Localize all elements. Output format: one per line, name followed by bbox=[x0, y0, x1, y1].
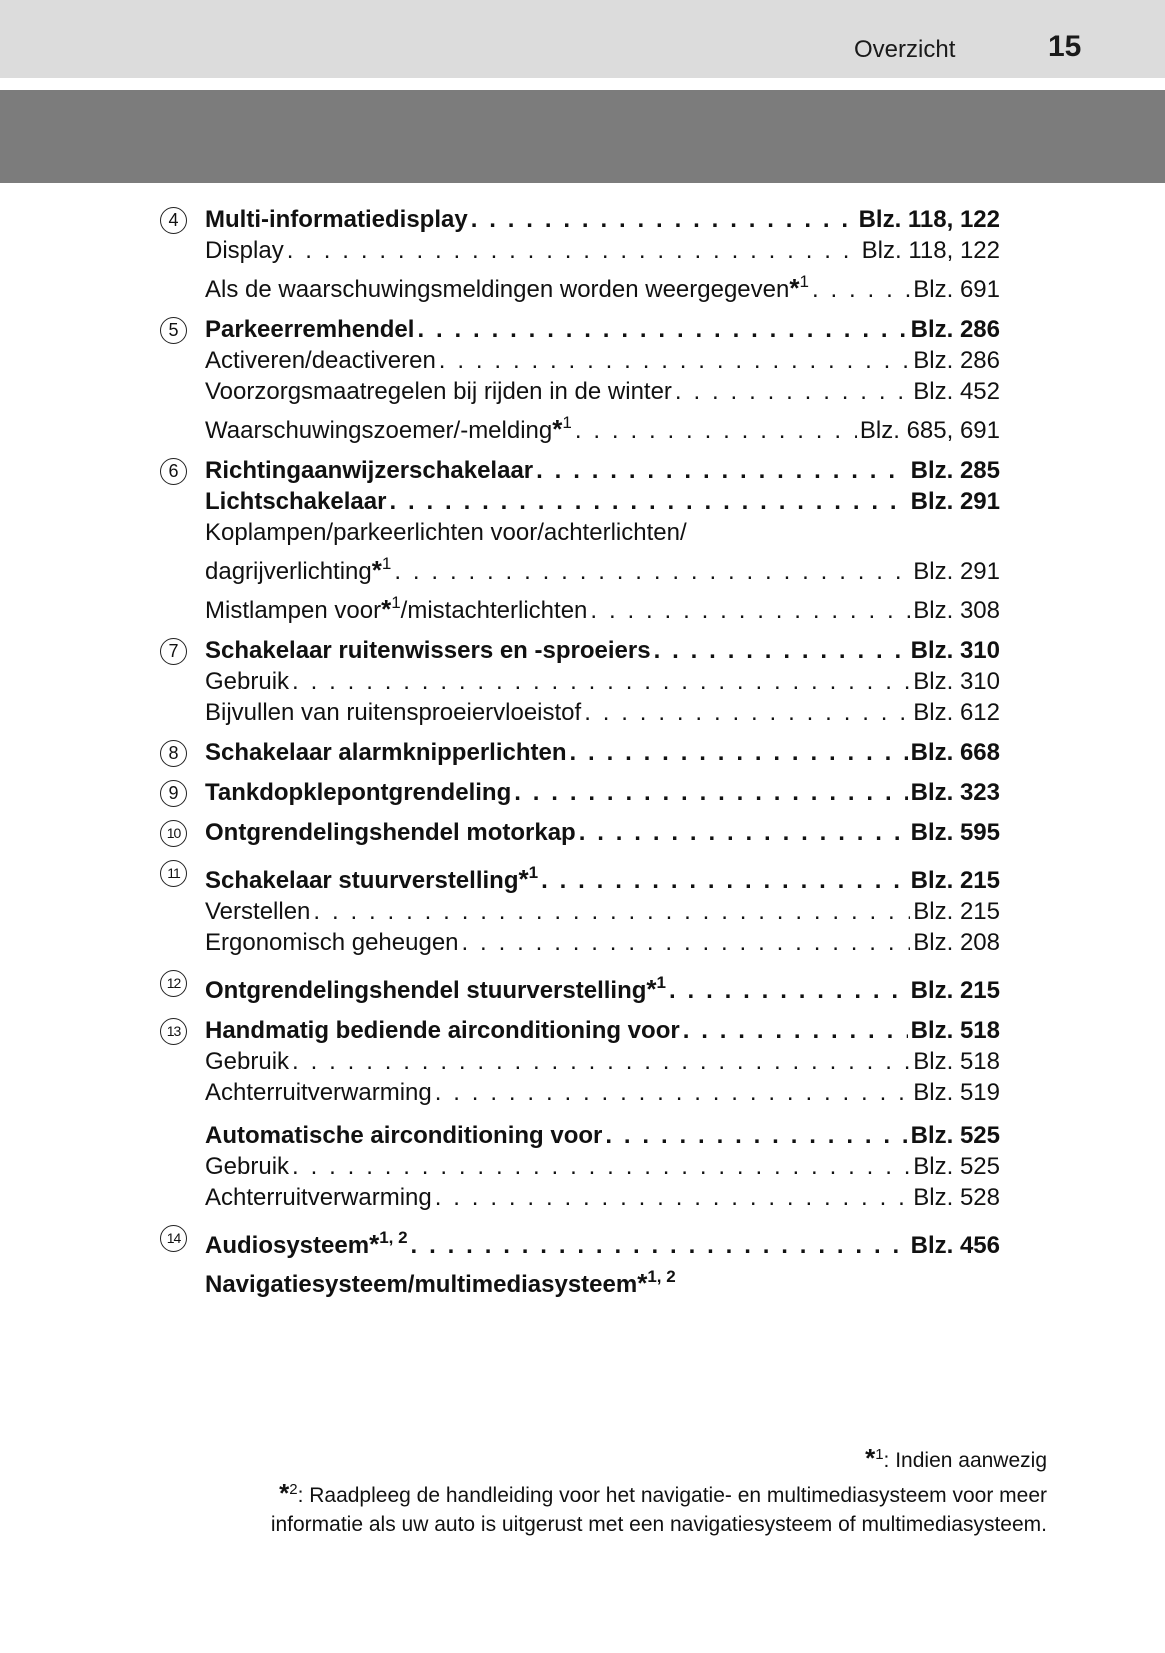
page-reference[interactable]: Blz. 118, 122 bbox=[861, 237, 1000, 264]
footnote-text: : Indien aanwezig bbox=[883, 1449, 1047, 1472]
dot-leader bbox=[411, 1230, 908, 1261]
toc-entry bbox=[160, 737, 1000, 768]
dot-leader bbox=[536, 455, 907, 486]
footnote-ref: 1 bbox=[799, 272, 809, 291]
dot-leader bbox=[389, 486, 907, 517]
entry-title bbox=[205, 635, 651, 666]
footnote-text: informatie als uw auto is uitgerust met een navigatiesysteem of multimediasysteem. bbox=[270, 1513, 1047, 1536]
footnote-ref: 1 bbox=[391, 593, 401, 612]
entry-title bbox=[205, 486, 386, 517]
toc-subentry bbox=[205, 517, 1000, 548]
toc-entry bbox=[160, 455, 1000, 626]
circled-number: 13 bbox=[160, 1018, 187, 1045]
footnote-star: * bbox=[789, 273, 800, 303]
dot-leader bbox=[541, 865, 908, 896]
entry-text: Gebruik bbox=[205, 1048, 290, 1075]
toc-subentry bbox=[205, 266, 1000, 305]
entry-title bbox=[205, 204, 468, 235]
page-number: 15 bbox=[1048, 30, 1082, 63]
page-reference[interactable]: Blz. 528 bbox=[913, 1184, 1000, 1211]
dot-leader bbox=[579, 817, 908, 848]
page-reference[interactable]: Blz. 518 bbox=[910, 1017, 1000, 1044]
footnote-ref: 1 bbox=[528, 863, 539, 882]
toc-entry bbox=[160, 1222, 1000, 1300]
entry-text: Schakelaar ruitenwissers en -sproeiers bbox=[205, 637, 651, 664]
circled-number: 6 bbox=[160, 458, 187, 485]
page-reference[interactable]: Blz. 518 bbox=[913, 1048, 1000, 1075]
entry-title bbox=[205, 407, 572, 446]
entry-text: Automatische airconditioning voor bbox=[205, 1122, 603, 1149]
footnotes bbox=[271, 1440, 1047, 1539]
page-reference[interactable]: Blz. 208 bbox=[913, 929, 1000, 956]
entry-title bbox=[205, 1015, 680, 1046]
dot-leader bbox=[514, 777, 907, 808]
footnote-star: * bbox=[637, 1268, 648, 1298]
entry-title bbox=[205, 1151, 289, 1182]
entry-text: Bijvullen van ruitensproeiervloeistof bbox=[205, 699, 582, 726]
footnote-ref: 1, 2 bbox=[379, 1228, 408, 1247]
footnote-star: * bbox=[279, 1478, 290, 1508]
toc-entry bbox=[160, 314, 1000, 446]
footnote-star: * bbox=[369, 1229, 380, 1259]
circled-number: 10 bbox=[160, 820, 187, 847]
toc-subentry bbox=[205, 927, 1000, 958]
dot-leader bbox=[435, 1077, 911, 1108]
toc-heading bbox=[205, 455, 1000, 486]
toc-heading bbox=[205, 1120, 1000, 1151]
entry-text: Ontgrendelingshendel stuurverstelling bbox=[205, 977, 647, 1004]
entry-text: Achterruitverwarming bbox=[205, 1079, 432, 1106]
circled-number: 4 bbox=[160, 207, 187, 234]
dot-leader bbox=[292, 1046, 910, 1077]
circled-number: 8 bbox=[160, 740, 187, 767]
entry-title bbox=[205, 896, 310, 927]
toc-subentry bbox=[205, 666, 1000, 697]
dot-leader bbox=[292, 666, 910, 697]
footnote-text: : Raadpleeg de handleiding voor het navigatie- en multimediasysteem voor meer bbox=[297, 1484, 1047, 1507]
circled-number: 14 bbox=[160, 1225, 187, 1252]
page-reference[interactable]: Blz. 612 bbox=[913, 699, 1000, 726]
entry-title bbox=[205, 314, 414, 345]
entry-text: Verstellen bbox=[205, 898, 311, 925]
toc-subentry bbox=[205, 407, 1000, 446]
entry-text: Handmatig bediende airconditioning voor bbox=[205, 1017, 680, 1044]
page-reference[interactable]: Blz. 118, 122 bbox=[858, 206, 1000, 233]
entry-text: Display bbox=[205, 237, 284, 264]
footnote-ref: 1, 2 bbox=[647, 1267, 676, 1286]
dot-leader bbox=[812, 274, 910, 305]
toc-entry bbox=[160, 817, 1000, 848]
circled-number: 7 bbox=[160, 638, 187, 665]
page-reference[interactable]: Blz. 685, 691 bbox=[859, 417, 1000, 444]
page-reference[interactable]: Blz. 291 bbox=[910, 488, 1000, 515]
toc-entry bbox=[160, 777, 1000, 808]
entry-title bbox=[205, 345, 436, 376]
dot-leader bbox=[570, 737, 908, 768]
toc-heading bbox=[205, 635, 1000, 666]
section-banner bbox=[0, 90, 1165, 183]
entry-title bbox=[205, 697, 581, 728]
entry-gap bbox=[205, 1108, 1000, 1120]
entry-text: Achterruitverwarming bbox=[205, 1184, 432, 1211]
circled-number: 11 bbox=[160, 860, 187, 887]
toc-subentry bbox=[205, 1182, 1000, 1213]
page-reference[interactable]: Blz. 525 bbox=[910, 1122, 1000, 1149]
footnote-line bbox=[271, 1510, 1047, 1539]
entry-text: Tankdopklepontgrendeling bbox=[205, 779, 512, 806]
entry-text: Schakelaar alarmknipperlichten bbox=[205, 739, 567, 766]
toc-heading bbox=[205, 486, 1000, 517]
toc-subentry bbox=[205, 697, 1000, 728]
toc-heading bbox=[205, 967, 1000, 1006]
dot-leader bbox=[669, 975, 908, 1006]
entry-title bbox=[205, 376, 672, 407]
footnote-mark: 1 bbox=[875, 1446, 884, 1463]
dot-leader bbox=[435, 1182, 911, 1213]
toc-entry bbox=[160, 1015, 1000, 1213]
table-of-contents bbox=[160, 204, 1000, 1309]
dot-leader bbox=[675, 376, 910, 407]
entry-title bbox=[205, 587, 587, 626]
toc-heading bbox=[205, 857, 1000, 896]
toc-subentry bbox=[205, 587, 1000, 626]
entry-title bbox=[205, 1120, 602, 1151]
toc-heading bbox=[205, 1015, 1000, 1046]
page-reference[interactable]: Blz. 452 bbox=[913, 378, 1000, 405]
footnote-mark: 2 bbox=[289, 1481, 298, 1498]
footnote-line bbox=[271, 1440, 1047, 1475]
entry-text: Als de waarschuwingsmeldingen worden weergegeven bbox=[205, 276, 790, 303]
dot-leader bbox=[394, 556, 910, 587]
dot-leader bbox=[575, 415, 857, 446]
entry-text: Mistlampen voor bbox=[205, 597, 382, 624]
footnote-star: * bbox=[865, 1443, 876, 1473]
page-reference[interactable]: Blz. 691 bbox=[913, 276, 1000, 303]
toc-heading bbox=[205, 737, 1000, 768]
toc-entry bbox=[160, 635, 1000, 728]
footnote-star: * bbox=[552, 414, 563, 444]
entry-title bbox=[205, 817, 576, 848]
dot-leader bbox=[287, 235, 859, 266]
page-reference[interactable]: Blz. 456 bbox=[910, 1232, 1000, 1259]
entry-title bbox=[205, 1182, 432, 1213]
page-reference[interactable]: Blz. 215 bbox=[910, 977, 1000, 1004]
entry-title bbox=[205, 517, 687, 548]
toc-heading bbox=[205, 314, 1000, 345]
entry-title bbox=[205, 737, 567, 768]
toc-heading bbox=[205, 204, 1000, 235]
toc-heading bbox=[205, 1222, 1000, 1261]
section-title: Overzicht bbox=[854, 36, 956, 63]
footnote-star: * bbox=[381, 594, 392, 624]
entry-text: Navigatiesysteem/multimediasysteem bbox=[205, 1271, 638, 1298]
entry-title bbox=[205, 857, 538, 896]
dot-leader bbox=[439, 345, 910, 376]
page-reference[interactable]: Blz. 291 bbox=[913, 558, 1000, 585]
footnote-star: * bbox=[646, 974, 657, 1004]
toc-entry bbox=[160, 204, 1000, 305]
entry-text: Gebruik bbox=[205, 1153, 290, 1180]
page-reference[interactable]: Blz. 323 bbox=[910, 779, 1000, 806]
footnote-star: * bbox=[371, 555, 382, 585]
entry-title bbox=[205, 927, 459, 958]
page-reference[interactable]: Blz. 310 bbox=[913, 668, 1000, 695]
entry-title bbox=[205, 1222, 408, 1261]
entry-title bbox=[205, 1077, 432, 1108]
toc-subentry bbox=[205, 1046, 1000, 1077]
entry-text: Multi-informatiedisplay bbox=[205, 206, 468, 233]
header-band bbox=[0, 0, 1165, 78]
entry-title bbox=[205, 548, 391, 587]
dot-leader bbox=[292, 1151, 910, 1182]
entry-text-after: /mistachterlichten bbox=[400, 597, 588, 624]
entry-text: Voorzorgsmaatregelen bij rijden in de winter bbox=[205, 378, 672, 405]
circled-number: 9 bbox=[160, 780, 187, 807]
entry-title bbox=[205, 666, 289, 697]
entry-text: Audiosysteem bbox=[205, 1232, 370, 1259]
toc-heading bbox=[205, 777, 1000, 808]
footnote-ref: 1 bbox=[562, 413, 572, 432]
entry-title bbox=[205, 455, 533, 486]
dot-leader bbox=[654, 635, 908, 666]
entry-text: Activeren/deactiveren bbox=[205, 347, 436, 374]
dot-leader bbox=[462, 927, 911, 958]
page-reference[interactable]: Blz. 285 bbox=[910, 457, 1000, 484]
page-reference[interactable]: Blz. 286 bbox=[913, 347, 1000, 374]
toc-subentry bbox=[205, 235, 1000, 266]
page-reference[interactable]: Blz. 519 bbox=[913, 1079, 1000, 1106]
dot-leader bbox=[683, 1015, 908, 1046]
page-reference[interactable]: Blz. 215 bbox=[910, 867, 1000, 894]
entry-text: Waarschuwingszoemer/-melding bbox=[205, 417, 553, 444]
dot-leader bbox=[313, 896, 910, 927]
entry-title bbox=[205, 266, 809, 305]
dot-leader bbox=[584, 697, 910, 728]
entry-text: Richtingaanwijzerschakelaar bbox=[205, 457, 534, 484]
toc-subentry bbox=[205, 1077, 1000, 1108]
entry-title bbox=[205, 777, 511, 808]
page-reference[interactable]: Blz. 308 bbox=[913, 597, 1000, 624]
circled-number: 5 bbox=[160, 317, 187, 344]
toc-heading bbox=[205, 817, 1000, 848]
page-reference[interactable]: Blz. 668 bbox=[910, 739, 1000, 766]
circled-number: 12 bbox=[160, 970, 187, 997]
toc-subentry bbox=[205, 548, 1000, 587]
dot-leader bbox=[471, 204, 856, 235]
entry-text: Schakelaar stuurverstelling bbox=[205, 867, 519, 894]
footnote-ref: 1 bbox=[381, 554, 392, 573]
dot-leader bbox=[590, 595, 910, 626]
page-reference[interactable]: Blz. 525 bbox=[913, 1153, 1000, 1180]
toc-subentry bbox=[205, 896, 1000, 927]
page-reference[interactable]: Blz. 310 bbox=[910, 637, 1000, 664]
dot-leader bbox=[605, 1120, 907, 1151]
entry-title bbox=[205, 967, 666, 1006]
entry-text: Ontgrendelingshendel motorkap bbox=[205, 819, 576, 846]
toc-entry bbox=[160, 857, 1000, 958]
toc-subentry bbox=[205, 376, 1000, 407]
footnote-line bbox=[271, 1475, 1047, 1510]
entry-text: Koplampen/parkeerlichten voor/achterlichten/ bbox=[205, 519, 687, 546]
entry-title bbox=[205, 1261, 676, 1300]
page-reference[interactable]: Blz. 286 bbox=[910, 316, 1000, 343]
toc-subentry bbox=[205, 1151, 1000, 1182]
page-reference[interactable]: Blz. 595 bbox=[910, 819, 1000, 846]
entry-text: Lichtschakelaar bbox=[205, 488, 387, 515]
entry-text: Gebruik bbox=[205, 668, 290, 695]
page-reference[interactable]: Blz. 215 bbox=[913, 898, 1000, 925]
entry-text: Parkeerremhendel bbox=[205, 316, 415, 343]
toc-heading bbox=[205, 1261, 1000, 1300]
entry-text: dagrijverlichting bbox=[205, 558, 372, 585]
toc-entry bbox=[160, 967, 1000, 1006]
entry-title bbox=[205, 1046, 289, 1077]
footnote-star: * bbox=[518, 864, 529, 894]
entry-text: Ergonomisch geheugen bbox=[205, 929, 459, 956]
toc-subentry bbox=[205, 345, 1000, 376]
dot-leader bbox=[417, 314, 907, 345]
footnote-ref: 1 bbox=[656, 973, 666, 992]
entry-title bbox=[205, 235, 284, 266]
